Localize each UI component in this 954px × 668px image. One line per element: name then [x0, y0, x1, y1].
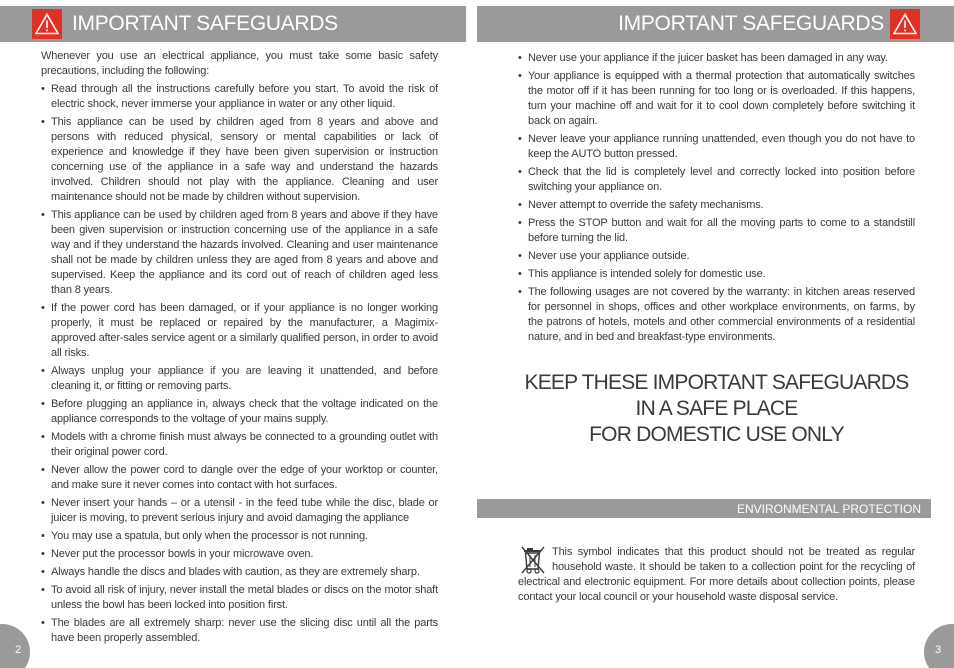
left-body-text	[41, 49, 438, 649]
list-item: • This appliance can be used by children aged from 8 years and above and persons with reduced physical, sensory or mental capabilities or lack of experience and knowledge if they have been given supervision or instruction concerning use of the appliance in a safe way and understand the hazards involved. Children should not play with the appliance. Cleaning and user maintenance should not be made by children without supervision.	[41, 115, 438, 205]
list-item: • Never allow the power cord to dangle over the edge of your worktop or counter, and make sure it never comes into contact with hot surfaces.	[41, 463, 438, 493]
environmental-protection-bar	[477, 499, 931, 518]
keep-line: FOR DOMESTIC USE ONLY	[589, 423, 844, 446]
intro-paragraph: Whenever you use an electrical appliance, you must take some basic safety precautions, including the following:	[41, 50, 438, 77]
page-title: IMPORTANT SAFEGUARDS	[618, 12, 884, 35]
section-title: ENVIRONMENTAL PROTECTION	[736, 501, 921, 516]
page-title: IMPORTANT SAFEGUARDS	[72, 12, 338, 35]
list-item: • This appliance can be used by children aged from 8 years and above if they have been given supervision or instruction concerning use of the appliance in a safe way and if they understand the hazards involved. Cleaning and user maintenance shall not be made by children unless they are aged from 8 years and above and supervised. Keep the appliance and its cord out of reach of children aged less than 8 years.	[41, 208, 438, 298]
list-item: • Never insert your hands – or a utensil - in the feed tube while the disc, blade or juicer is moving, to prevent serious injury and avoid damaging the appliance	[41, 496, 438, 526]
safeguard-list	[518, 51, 915, 345]
crossed-out-wheelie-bin-icon	[520, 545, 548, 575]
list-item: • Always handle the discs and blades with caution, as they are extremely sharp.	[41, 565, 438, 580]
right-page	[477, 0, 954, 668]
list-item: • You may use a spatula, but only when the processor is not running.	[41, 529, 438, 544]
list-item: • Never leave your appliance running unattended, even though you do not have to keep the AUTO button pressed.	[518, 132, 915, 162]
list-item: • Never attempt to override the safety mechanisms.	[518, 198, 915, 213]
list-item: • Before plugging an appliance in, always check that the voltage indicated on the appliance corresponds to the voltage of your mains supply.	[41, 397, 438, 427]
list-item: • Always unplug your appliance if you are leaving it unattended, and before cleaning it, or fitting or removing parts.	[41, 364, 438, 394]
keep-line: IN A SAFE PLACE	[635, 397, 798, 420]
list-item: • Check that the lid is completely level and correctly locked into position before switching your appliance on.	[518, 165, 915, 195]
list-item: • Models with a chrome finish must always be connected to a grounding outlet with their original power cord.	[41, 430, 438, 460]
list-item: • Read through all the instructions carefully before you start. To avoid the risk of electric shock, never immerse your appliance in water or any other liquid.	[41, 82, 438, 112]
page-number: 2	[15, 644, 22, 656]
list-item: • Your appliance is equipped with a thermal protection that automatically switches the motor off if it has been running for too long or is overloaded. If this happens, turn your machine off and wait for it to cool down completely before switching it back on again.	[518, 69, 915, 129]
environmental-text: This symbol indicates that this product should not be treated as regular household waste. It should be taken to a collection point for the recycling of electrical and electronic equipment. For more details about collection points, please contact your local council or your household waste disposal service.	[518, 546, 915, 603]
right-body-text	[518, 51, 915, 348]
list-item: • If the power cord has been damaged, or if your appliance is no longer working properly, it must be replaced or repaired by the manufacturer, a Magimix-approved after-sales service agent or a similarly qualified person, in order to avoid all risks.	[41, 301, 438, 361]
list-item: • The following usages are not covered by the warranty: in kitchen areas reserved for personnel in shops, offices and other workplace environments, on farms, by the patrons of hotels, motels and other commercial environments of a residential nature, and in bed and breakfast-type environments.	[518, 285, 915, 345]
keep-safeguards-notice	[518, 370, 915, 448]
list-item: • Never use your appliance outside.	[518, 249, 915, 264]
keep-line: KEEP THESE IMPORTANT SAFEGUARDS	[524, 371, 909, 394]
warning-triangle-icon	[890, 9, 920, 39]
page-number: 3	[935, 644, 942, 656]
list-item: • The blades are all extremely sharp: never use the slicing disc until all the parts have been properly assembled.	[41, 616, 438, 646]
right-header-bar	[477, 6, 954, 42]
list-item: • Never put the processor bowls in your microwave oven.	[41, 547, 438, 562]
list-item: • Never use your appliance if the juicer basket has been damaged in any way.	[518, 51, 915, 66]
left-header-bar	[0, 6, 466, 42]
list-item: • This appliance is intended solely for domestic use.	[518, 267, 915, 282]
warning-triangle-icon	[32, 9, 62, 39]
environmental-notice	[518, 545, 915, 605]
list-item: • Press the STOP button and wait for all the moving parts to come to a standstill before turning the lid.	[518, 216, 915, 246]
safeguard-list	[41, 82, 438, 646]
list-item: • To avoid all risk of injury, never install the metal blades or discs on the motor shaft unless the bowl has been locked into position first.	[41, 583, 438, 613]
page-number-badge	[0, 624, 30, 668]
page-number-badge	[924, 624, 954, 668]
